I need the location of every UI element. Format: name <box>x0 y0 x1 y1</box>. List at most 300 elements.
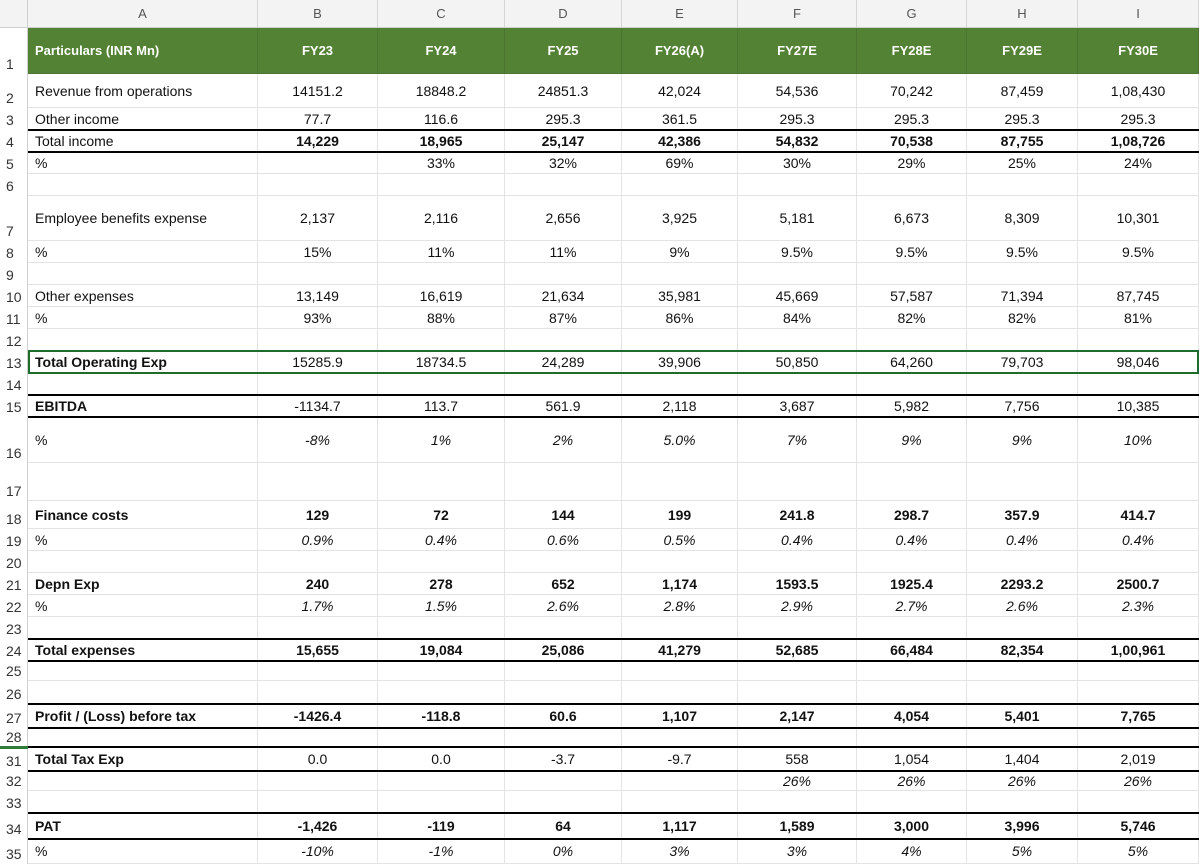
value-cell[interactable]: 9.5% <box>738 241 857 263</box>
value-cell[interactable]: 26% <box>967 771 1078 791</box>
value-cell[interactable]: 77.7 <box>258 108 378 130</box>
value-cell[interactable] <box>378 661 505 681</box>
value-cell[interactable]: 86% <box>622 307 738 329</box>
value-cell[interactable]: 41,279 <box>622 639 738 661</box>
row-number[interactable]: 16 <box>0 417 28 463</box>
row-number[interactable]: 14 <box>0 373 28 395</box>
value-cell[interactable] <box>378 373 505 395</box>
value-cell[interactable] <box>622 661 738 681</box>
column-header-A[interactable]: A <box>28 0 258 28</box>
row-label-cell[interactable]: % <box>28 241 258 263</box>
row-number[interactable]: 28 <box>0 728 28 747</box>
value-cell[interactable]: -118.8 <box>378 704 505 728</box>
value-cell[interactable]: 8,309 <box>967 196 1078 241</box>
value-cell[interactable]: 18734.5 <box>378 351 505 373</box>
value-cell[interactable]: 5,181 <box>738 196 857 241</box>
row-label-cell[interactable]: Total Operating Exp <box>28 351 258 373</box>
row-number[interactable]: 27 <box>0 704 28 728</box>
value-cell[interactable] <box>258 791 378 813</box>
column-header-D[interactable]: D <box>505 0 622 28</box>
value-cell[interactable] <box>967 373 1078 395</box>
value-cell[interactable] <box>1078 463 1199 501</box>
value-cell[interactable] <box>378 617 505 639</box>
value-cell[interactable]: 9.5% <box>857 241 967 263</box>
row-number[interactable]: 25 <box>0 661 28 681</box>
value-cell[interactable]: 2,116 <box>378 196 505 241</box>
value-cell[interactable]: 98,046 <box>1078 351 1199 373</box>
value-cell[interactable] <box>1078 174 1199 196</box>
value-cell[interactable] <box>622 617 738 639</box>
value-cell[interactable] <box>505 681 622 704</box>
row-label-cell[interactable] <box>28 373 258 395</box>
value-cell[interactable] <box>378 174 505 196</box>
column-header-I[interactable]: I <box>1078 0 1199 28</box>
row-number[interactable]: 11 <box>0 307 28 329</box>
value-cell[interactable]: 113.7 <box>378 395 505 417</box>
value-cell[interactable]: 24,289 <box>505 351 622 373</box>
value-cell[interactable] <box>738 174 857 196</box>
row-number[interactable]: 22 <box>0 595 28 617</box>
value-cell[interactable]: 15,655 <box>258 639 378 661</box>
value-cell[interactable]: 11% <box>505 241 622 263</box>
row-label-cell[interactable] <box>28 174 258 196</box>
value-cell[interactable]: 25,147 <box>505 130 622 152</box>
value-cell[interactable] <box>857 551 967 573</box>
row-number[interactable]: 9 <box>0 263 28 285</box>
row-label-cell[interactable] <box>28 771 258 791</box>
value-cell[interactable] <box>1078 791 1199 813</box>
value-cell[interactable]: 2.8% <box>622 595 738 617</box>
value-cell[interactable]: 1,174 <box>622 573 738 595</box>
row-label-cell[interactable]: % <box>28 529 258 551</box>
row-label-cell[interactable]: Profit / (Loss) before tax <box>28 704 258 728</box>
value-cell[interactable]: 2,137 <box>258 196 378 241</box>
value-cell[interactable]: 0.4% <box>1078 529 1199 551</box>
value-cell[interactable] <box>1078 728 1199 747</box>
value-cell[interactable]: 144 <box>505 501 622 529</box>
value-cell[interactable] <box>738 463 857 501</box>
value-cell[interactable] <box>258 329 378 351</box>
value-cell[interactable] <box>622 329 738 351</box>
value-cell[interactable]: 29% <box>857 152 967 174</box>
value-cell[interactable]: 241.8 <box>738 501 857 529</box>
value-cell[interactable] <box>622 681 738 704</box>
value-cell[interactable]: 88% <box>378 307 505 329</box>
row-number[interactable]: 18 <box>0 501 28 529</box>
value-cell[interactable]: 18848.2 <box>378 74 505 108</box>
row-number[interactable]: 35 <box>0 839 28 864</box>
value-cell[interactable]: 19,084 <box>378 639 505 661</box>
row-label-cell[interactable] <box>28 791 258 813</box>
value-cell[interactable]: 361.5 <box>622 108 738 130</box>
value-cell[interactable]: 295.3 <box>1078 108 1199 130</box>
value-cell[interactable] <box>1078 551 1199 573</box>
row-number[interactable]: 20 <box>0 551 28 573</box>
value-cell[interactable]: 2.9% <box>738 595 857 617</box>
value-cell[interactable]: 5.0% <box>622 417 738 463</box>
value-cell[interactable]: 2.3% <box>1078 595 1199 617</box>
row-number[interactable]: 23 <box>0 617 28 639</box>
row-label-cell[interactable]: Revenue from operations <box>28 74 258 108</box>
value-cell[interactable]: 0.9% <box>258 529 378 551</box>
select-all-corner[interactable] <box>0 0 28 28</box>
value-cell[interactable]: 42,024 <box>622 74 738 108</box>
row-label-cell[interactable] <box>28 681 258 704</box>
value-cell[interactable] <box>258 728 378 747</box>
value-cell[interactable]: 0.5% <box>622 529 738 551</box>
column-header-G[interactable]: G <box>857 0 967 28</box>
value-cell[interactable]: 24% <box>1078 152 1199 174</box>
value-cell[interactable] <box>738 681 857 704</box>
row-label-cell[interactable]: % <box>28 839 258 864</box>
row-label-cell[interactable] <box>28 329 258 351</box>
value-cell[interactable] <box>738 551 857 573</box>
value-cell[interactable]: 129 <box>258 501 378 529</box>
value-cell[interactable] <box>622 551 738 573</box>
row-label-cell[interactable] <box>28 728 258 747</box>
column-header-B[interactable]: B <box>258 0 378 28</box>
value-cell[interactable] <box>505 617 622 639</box>
value-cell[interactable]: 1,117 <box>622 813 738 839</box>
value-cell[interactable]: 414.7 <box>1078 501 1199 529</box>
value-cell[interactable]: 116.6 <box>378 108 505 130</box>
value-cell[interactable]: 82% <box>857 307 967 329</box>
value-cell[interactable] <box>505 329 622 351</box>
value-cell[interactable] <box>738 791 857 813</box>
value-cell[interactable]: 0.0 <box>258 747 378 771</box>
row-label-cell[interactable] <box>28 661 258 681</box>
value-cell[interactable]: 9% <box>622 241 738 263</box>
value-cell[interactable]: FY28E <box>857 28 967 74</box>
value-cell[interactable]: 9% <box>967 417 1078 463</box>
value-cell[interactable] <box>505 771 622 791</box>
value-cell[interactable] <box>857 791 967 813</box>
value-cell[interactable]: 1,054 <box>857 747 967 771</box>
value-cell[interactable]: 1.7% <box>258 595 378 617</box>
value-cell[interactable] <box>738 617 857 639</box>
value-cell[interactable] <box>258 373 378 395</box>
row-label-cell[interactable]: % <box>28 307 258 329</box>
value-cell[interactable]: -8% <box>258 417 378 463</box>
row-number[interactable]: 21 <box>0 573 28 595</box>
value-cell[interactable] <box>1078 329 1199 351</box>
value-cell[interactable]: 2293.2 <box>967 573 1078 595</box>
value-cell[interactable]: -1% <box>378 839 505 864</box>
value-cell[interactable] <box>622 263 738 285</box>
value-cell[interactable]: 1925.4 <box>857 573 967 595</box>
row-label-cell[interactable] <box>28 617 258 639</box>
value-cell[interactable]: 2.6% <box>505 595 622 617</box>
value-cell[interactable]: 7,756 <box>967 395 1078 417</box>
value-cell[interactable]: 35,981 <box>622 285 738 307</box>
value-cell[interactable]: -1426.4 <box>258 704 378 728</box>
value-cell[interactable] <box>1078 681 1199 704</box>
value-cell[interactable]: 13,149 <box>258 285 378 307</box>
column-header-C[interactable]: C <box>378 0 505 28</box>
value-cell[interactable]: 69% <box>622 152 738 174</box>
value-cell[interactable]: 3% <box>622 839 738 864</box>
row-label-cell[interactable] <box>28 551 258 573</box>
value-cell[interactable]: FY27E <box>738 28 857 74</box>
value-cell[interactable]: 33% <box>378 152 505 174</box>
value-cell[interactable]: FY24 <box>378 28 505 74</box>
value-cell[interactable]: 30% <box>738 152 857 174</box>
value-cell[interactable]: -3.7 <box>505 747 622 771</box>
value-cell[interactable] <box>967 551 1078 573</box>
value-cell[interactable] <box>967 263 1078 285</box>
value-cell[interactable]: 26% <box>857 771 967 791</box>
value-cell[interactable]: 3,996 <box>967 813 1078 839</box>
value-cell[interactable] <box>1078 263 1199 285</box>
row-label-cell[interactable]: % <box>28 152 258 174</box>
value-cell[interactable]: 54,832 <box>738 130 857 152</box>
value-cell[interactable]: 82% <box>967 307 1078 329</box>
value-cell[interactable] <box>622 463 738 501</box>
value-cell[interactable]: 0.0 <box>378 747 505 771</box>
value-cell[interactable] <box>622 174 738 196</box>
value-cell[interactable]: 14,229 <box>258 130 378 152</box>
value-cell[interactable] <box>378 463 505 501</box>
value-cell[interactable]: 54,536 <box>738 74 857 108</box>
row-number[interactable]: 6 <box>0 174 28 196</box>
row-number[interactable]: 26 <box>0 681 28 704</box>
value-cell[interactable] <box>738 373 857 395</box>
value-cell[interactable] <box>738 263 857 285</box>
row-label-cell[interactable]: % <box>28 417 258 463</box>
value-cell[interactable]: 14151.2 <box>258 74 378 108</box>
row-number[interactable]: 31 <box>0 747 28 771</box>
value-cell[interactable]: 87% <box>505 307 622 329</box>
value-cell[interactable]: 278 <box>378 573 505 595</box>
value-cell[interactable] <box>967 728 1078 747</box>
value-cell[interactable]: 3,687 <box>738 395 857 417</box>
value-cell[interactable] <box>378 329 505 351</box>
value-cell[interactable]: 1,08,726 <box>1078 130 1199 152</box>
value-cell[interactable]: 81% <box>1078 307 1199 329</box>
value-cell[interactable]: 39,906 <box>622 351 738 373</box>
row-label-cell[interactable]: Total income <box>28 130 258 152</box>
value-cell[interactable] <box>622 373 738 395</box>
value-cell[interactable] <box>505 791 622 813</box>
value-cell[interactable] <box>1078 661 1199 681</box>
value-cell[interactable] <box>378 771 505 791</box>
value-cell[interactable] <box>857 728 967 747</box>
value-cell[interactable]: 5,746 <box>1078 813 1199 839</box>
value-cell[interactable] <box>857 263 967 285</box>
column-header-E[interactable]: E <box>622 0 738 28</box>
value-cell[interactable] <box>258 681 378 704</box>
value-cell[interactable] <box>505 263 622 285</box>
row-label-cell[interactable]: Depn Exp <box>28 573 258 595</box>
value-cell[interactable]: 26% <box>1078 771 1199 791</box>
value-cell[interactable] <box>378 263 505 285</box>
value-cell[interactable]: 0.6% <box>505 529 622 551</box>
row-label-cell[interactable]: Finance costs <box>28 501 258 529</box>
value-cell[interactable]: -10% <box>258 839 378 864</box>
row-label-cell[interactable]: Particulars (INR Mn) <box>28 28 258 74</box>
value-cell[interactable]: 7,765 <box>1078 704 1199 728</box>
value-cell[interactable] <box>857 681 967 704</box>
value-cell[interactable] <box>258 771 378 791</box>
value-cell[interactable]: 9% <box>857 417 967 463</box>
row-number[interactable]: 4 <box>0 130 28 152</box>
value-cell[interactable]: 7% <box>738 417 857 463</box>
value-cell[interactable] <box>857 617 967 639</box>
value-cell[interactable]: -9.7 <box>622 747 738 771</box>
row-number[interactable]: 5 <box>0 152 28 174</box>
value-cell[interactable]: 0.4% <box>378 529 505 551</box>
value-cell[interactable]: 1,00,961 <box>1078 639 1199 661</box>
value-cell[interactable]: 79,703 <box>967 351 1078 373</box>
value-cell[interactable]: -119 <box>378 813 505 839</box>
value-cell[interactable]: 70,538 <box>857 130 967 152</box>
row-label-cell[interactable]: % <box>28 595 258 617</box>
value-cell[interactable] <box>505 661 622 681</box>
value-cell[interactable]: 57,587 <box>857 285 967 307</box>
value-cell[interactable]: 10,301 <box>1078 196 1199 241</box>
value-cell[interactable]: 93% <box>258 307 378 329</box>
value-cell[interactable] <box>857 463 967 501</box>
value-cell[interactable] <box>505 373 622 395</box>
value-cell[interactable]: 82,354 <box>967 639 1078 661</box>
row-number[interactable]: 12 <box>0 329 28 351</box>
value-cell[interactable]: 0% <box>505 839 622 864</box>
value-cell[interactable]: 84% <box>738 307 857 329</box>
value-cell[interactable] <box>967 617 1078 639</box>
value-cell[interactable] <box>505 174 622 196</box>
value-cell[interactable]: 72 <box>378 501 505 529</box>
value-cell[interactable] <box>505 463 622 501</box>
value-cell[interactable]: 15% <box>258 241 378 263</box>
value-cell[interactable] <box>258 174 378 196</box>
value-cell[interactable]: 0.4% <box>857 529 967 551</box>
value-cell[interactable]: 1,404 <box>967 747 1078 771</box>
value-cell[interactable] <box>1078 617 1199 639</box>
value-cell[interactable]: 2,147 <box>738 704 857 728</box>
value-cell[interactable] <box>622 728 738 747</box>
value-cell[interactable] <box>505 551 622 573</box>
value-cell[interactable]: 4% <box>857 839 967 864</box>
value-cell[interactable] <box>378 551 505 573</box>
value-cell[interactable]: 32% <box>505 152 622 174</box>
value-cell[interactable] <box>258 152 378 174</box>
row-number[interactable]: 10 <box>0 285 28 307</box>
row-number[interactable]: 3 <box>0 108 28 130</box>
value-cell[interactable]: 295.3 <box>857 108 967 130</box>
value-cell[interactable] <box>258 463 378 501</box>
value-cell[interactable]: 5% <box>967 839 1078 864</box>
value-cell[interactable] <box>857 373 967 395</box>
value-cell[interactable]: 1,107 <box>622 704 738 728</box>
value-cell[interactable]: 87,745 <box>1078 285 1199 307</box>
value-cell[interactable] <box>622 771 738 791</box>
value-cell[interactable] <box>258 617 378 639</box>
row-number[interactable]: 32 <box>0 771 28 791</box>
value-cell[interactable]: 0.4% <box>967 529 1078 551</box>
value-cell[interactable]: 52,685 <box>738 639 857 661</box>
value-cell[interactable]: 1593.5 <box>738 573 857 595</box>
value-cell[interactable] <box>258 263 378 285</box>
value-cell[interactable] <box>967 661 1078 681</box>
value-cell[interactable]: 295.3 <box>505 108 622 130</box>
value-cell[interactable]: 6,673 <box>857 196 967 241</box>
value-cell[interactable]: 240 <box>258 573 378 595</box>
value-cell[interactable]: 652 <box>505 573 622 595</box>
value-cell[interactable]: 26% <box>738 771 857 791</box>
value-cell[interactable]: 50,850 <box>738 351 857 373</box>
row-label-cell[interactable]: Other expenses <box>28 285 258 307</box>
value-cell[interactable]: 1,08,430 <box>1078 74 1199 108</box>
row-number[interactable]: 24 <box>0 639 28 661</box>
value-cell[interactable]: 3,000 <box>857 813 967 839</box>
value-cell[interactable] <box>967 463 1078 501</box>
row-label-cell[interactable] <box>28 263 258 285</box>
value-cell[interactable]: 199 <box>622 501 738 529</box>
value-cell[interactable] <box>738 728 857 747</box>
row-label-cell[interactable]: Total expenses <box>28 639 258 661</box>
value-cell[interactable]: 70,242 <box>857 74 967 108</box>
value-cell[interactable]: 2500.7 <box>1078 573 1199 595</box>
value-cell[interactable]: 0.4% <box>738 529 857 551</box>
value-cell[interactable]: 64,260 <box>857 351 967 373</box>
row-number[interactable]: 33 <box>0 791 28 813</box>
row-number[interactable]: 34 <box>0 813 28 839</box>
value-cell[interactable]: 25,086 <box>505 639 622 661</box>
value-cell[interactable] <box>738 329 857 351</box>
value-cell[interactable]: 64 <box>505 813 622 839</box>
value-cell[interactable]: -1134.7 <box>258 395 378 417</box>
value-cell[interactable]: 295.3 <box>967 108 1078 130</box>
value-cell[interactable]: 87,459 <box>967 74 1078 108</box>
value-cell[interactable]: -1,426 <box>258 813 378 839</box>
row-number[interactable]: 7 <box>0 196 28 241</box>
value-cell[interactable]: FY23 <box>258 28 378 74</box>
value-cell[interactable] <box>967 329 1078 351</box>
value-cell[interactable]: 295.3 <box>738 108 857 130</box>
value-cell[interactable]: FY26(A) <box>622 28 738 74</box>
value-cell[interactable]: 2,656 <box>505 196 622 241</box>
value-cell[interactable] <box>967 174 1078 196</box>
value-cell[interactable]: 2.6% <box>967 595 1078 617</box>
row-label-cell[interactable]: Employee benefits expense <box>28 196 258 241</box>
value-cell[interactable] <box>857 329 967 351</box>
value-cell[interactable]: 18,965 <box>378 130 505 152</box>
value-cell[interactable] <box>1078 373 1199 395</box>
value-cell[interactable]: 16,619 <box>378 285 505 307</box>
row-label-cell[interactable]: EBITDA <box>28 395 258 417</box>
value-cell[interactable]: 15285.9 <box>258 351 378 373</box>
value-cell[interactable]: 66,484 <box>857 639 967 661</box>
value-cell[interactable] <box>857 174 967 196</box>
value-cell[interactable]: 2% <box>505 417 622 463</box>
value-cell[interactable]: 298.7 <box>857 501 967 529</box>
value-cell[interactable]: 2.7% <box>857 595 967 617</box>
row-number[interactable]: 13 <box>0 351 28 373</box>
value-cell[interactable] <box>258 551 378 573</box>
value-cell[interactable]: 45,669 <box>738 285 857 307</box>
column-header-F[interactable]: F <box>738 0 857 28</box>
value-cell[interactable]: 9.5% <box>1078 241 1199 263</box>
row-number[interactable]: 19 <box>0 529 28 551</box>
value-cell[interactable]: 24851.3 <box>505 74 622 108</box>
row-label-cell[interactable]: Total Tax Exp <box>28 747 258 771</box>
column-header-H[interactable]: H <box>967 0 1078 28</box>
row-label-cell[interactable]: Other income <box>28 108 258 130</box>
value-cell[interactable]: 71,394 <box>967 285 1078 307</box>
value-cell[interactable] <box>378 728 505 747</box>
value-cell[interactable] <box>378 791 505 813</box>
row-number[interactable]: 17 <box>0 463 28 501</box>
